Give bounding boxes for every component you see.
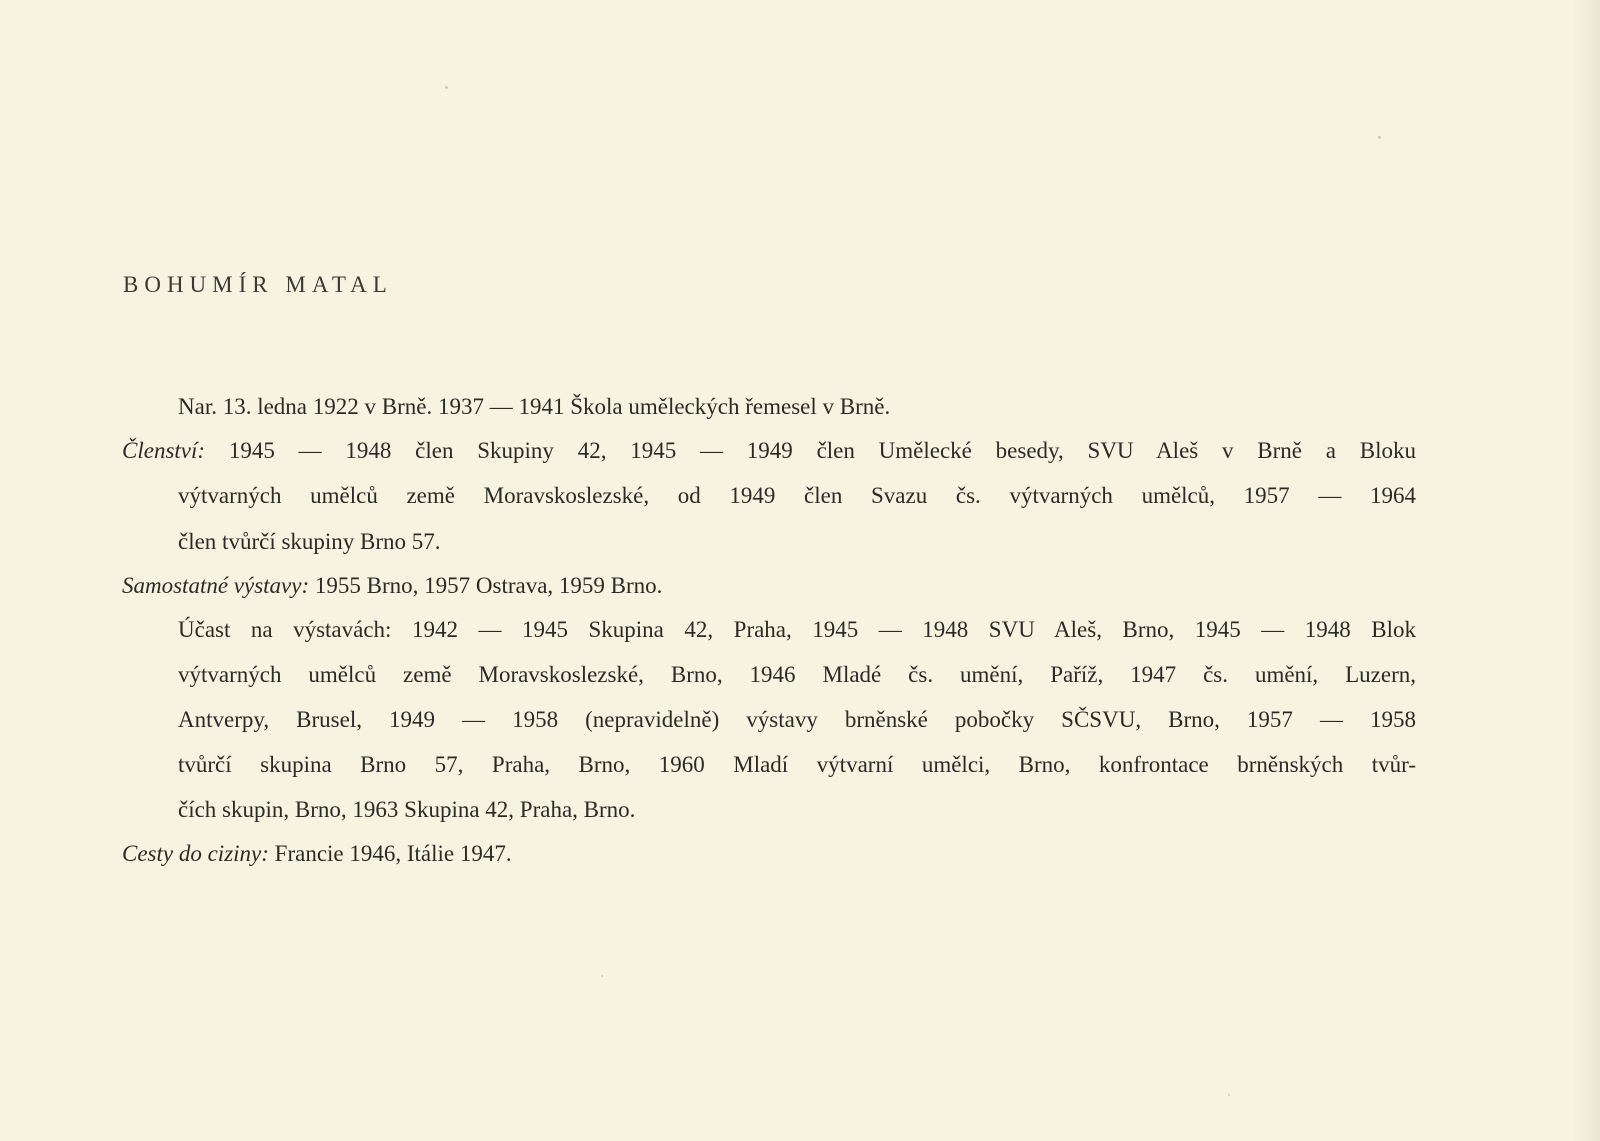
membership-line-1 bbox=[122, 438, 1416, 464]
paper-speck bbox=[1378, 136, 1381, 139]
group-exhibitions-line-3: Antverpy, Brusel, 1949 — 1958 (nepravidelně) výstavy brněnské pobočky SČSVU, Brno, 1957 — 1958 bbox=[178, 707, 1416, 732]
group-exhibitions-line-5: čích skupin, Brno, 1963 Skupina 42, Praha, Brno. bbox=[178, 797, 636, 822]
solo-exhibitions-text: 1955 Brno, 1957 Ostrava, 1959 Brno. bbox=[314, 573, 663, 598]
travels-label: Cesty do ciziny: bbox=[122, 841, 269, 866]
page-edge-shadow bbox=[1572, 0, 1600, 1141]
paper-speck bbox=[601, 975, 603, 977]
group-exhibitions-line-2: výtvarných umělců země Moravskoslezské, Brno, 1946 Mladé čs. umění, Paříž, 1947 čs. umění, Luzern, bbox=[178, 662, 1416, 687]
artist-name-heading: BOHUMÍR MATAL bbox=[123, 272, 393, 297]
group-exhibitions-line-1: Účast na výstavách: 1942 — 1945 Skupina 42, Praha, 1945 — 1948 SVU Aleš, Brno, 1945 — 1948 Blok bbox=[178, 617, 1416, 642]
membership-line-3: člen tvůrčí skupiny Brno 57. bbox=[178, 529, 441, 554]
paper-speck bbox=[445, 86, 448, 89]
birth-line: Nar. 13. ledna 1922 v Brně. 1937 — 1941 Škola uměleckých řemesel v Brně. bbox=[178, 394, 891, 419]
membership-line-2: výtvarných umělců země Moravskoslezské, od 1949 člen Svazu čs. výtvarných umělců, 1957 — 1964 bbox=[178, 483, 1416, 508]
membership-text-1: 1945 — 1948 člen Skupiny 42, 1945 — 1949 člen Umělecké besedy, SVU Aleš v Brně a Bloku bbox=[228, 438, 1416, 463]
solo-exhibitions-line bbox=[122, 573, 662, 599]
solo-exhibitions-label: Samostatné výstavy: bbox=[122, 573, 310, 598]
paper-speck bbox=[1228, 1094, 1230, 1096]
group-exhibitions-line-4: tvůrčí skupina Brno 57, Praha, Brno, 1960 Mladí výtvarní umělci, Brno, konfrontace brněnských tvůr- bbox=[178, 752, 1416, 777]
membership-label: Členství: bbox=[122, 438, 206, 463]
travels-text: Francie 1946, Itálie 1947. bbox=[274, 841, 512, 866]
travels-line bbox=[122, 841, 512, 867]
